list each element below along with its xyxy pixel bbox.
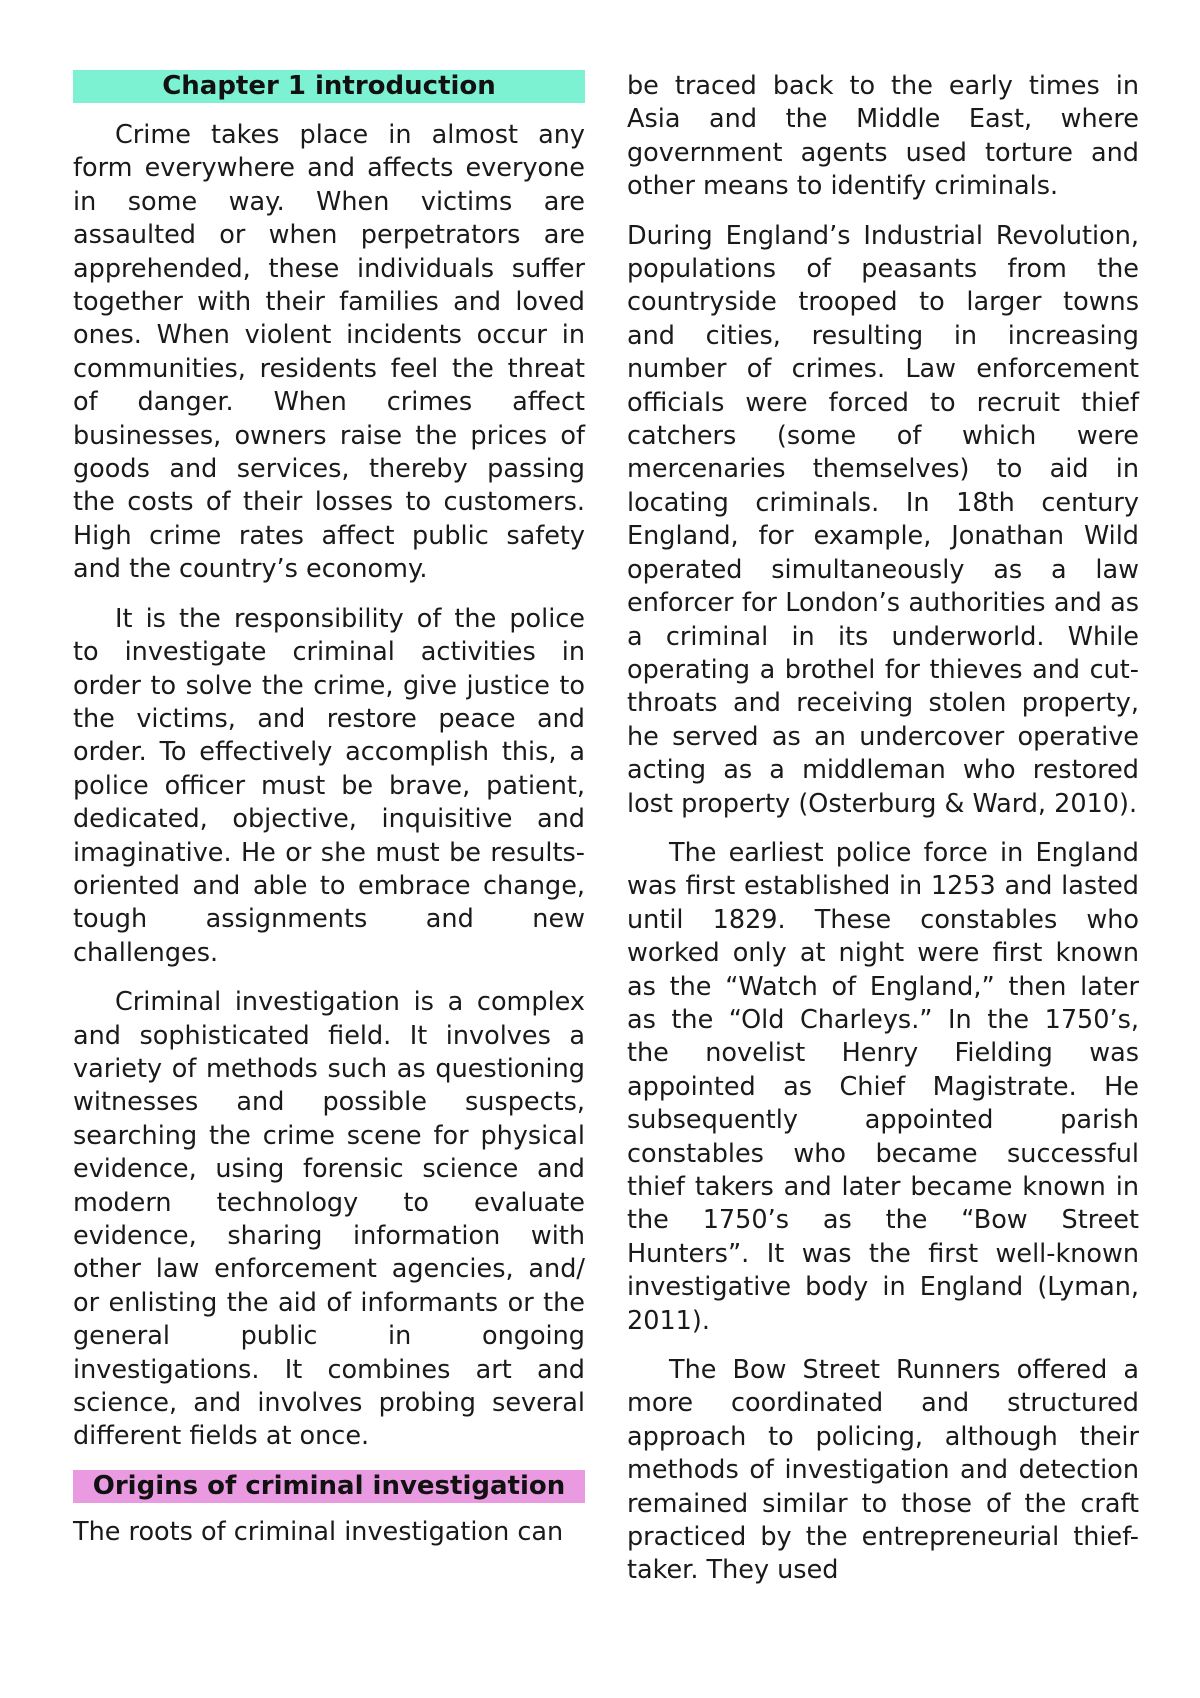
paragraph-criminal-investigation: Criminal investigation is a complex and sophisticated field. It involves a variety of methods such as questioning witnesses and possible suspects, searching the crime scene for physical evidence, using forensic science and modern technology to evaluate evidence, sharing information with other law enforcement agencies, and/ or enlisting the aid of informants or the general public in ongoing investigations. It combines art and science, and involves probing several different fields at once. [73, 987, 585, 1452]
paragraph-crime-effects: Crime takes place in almost any form everywhere and affects everyone in some way. When victims are assaulted or when perpetrators are apprehended, these individuals suffer together with their families and loved ones. When violent incidents occur in communities, residents feel the threat of danger. When crimes affect businesses, owners raise the prices of goods and services, thereby passing the costs of their losses to customers. High crime rates affect public safety and the country’s economy. [73, 120, 585, 585]
paragraph-police-responsibility: It is the responsibility of the police to investigate criminal activities in order to solve the crime, give justice to the victims, and restore peace and order. To effectively accomplish this, a police officer must be brave, patient, dedicated, objective, inquisitive and imaginative. He or she must be results-oriented and able to embrace change, tough assignments and new challenges. [73, 603, 585, 968]
paragraph-industrial-revolution: During England’s Industrial Revolution, populations of peasants from the countryside trooped to larger towns and cities, resulting in increasing number of crimes. Law enforcement officials were forced to recruit thief catchers (some of which were mercenaries themselves) to aid in locating criminals. In 18th century England, for example, Jonathan Wild operated simultaneously as a law enforcer for London’s authorities and as a criminal in its underworld. While operating a brothel for thieves and cut-throats and receiving stolen property, he served as an undercover operative acting as a middleman who restored lost property (Osterburg & Ward, 2010). [627, 220, 1139, 819]
paragraph-earliest-police-force: The earliest police force in England was first established in 1253 and lasted until 1829. These constables who worked only at night were first known as the “Watch of England,” then later as the “Old Charleys.” In the 1750’s, the novelist Henry Fielding was appointed as Chief Magistrate. He subsequently appointed parish constables who became successful thief takers and later became known in the 1750’s as the “Bow Street Hunters”. It was the first well-known investigative body in England (Lyman, 2011). [627, 837, 1139, 1336]
paragraph-roots-continuation: be traced back to the early times in Asia and the Middle East, where government agents used torture and other means to identify criminals. [627, 71, 1139, 202]
section-heading-origins: Origins of criminal investigation [73, 1470, 585, 1503]
left-column [73, 70, 585, 1549]
paragraph-bow-street-runners: The Bow Street Runners offered a more coordinated and structured approach to policing, although their methods of investigation and detection remained similar to those of the craft practiced by the entrepreneurial thief-taker. They used [627, 1355, 1139, 1586]
right-column [627, 70, 1139, 1588]
chapter-heading: Chapter 1 introduction [73, 70, 585, 103]
paragraph-roots-start: The roots of criminal investigation can [73, 1516, 564, 1547]
